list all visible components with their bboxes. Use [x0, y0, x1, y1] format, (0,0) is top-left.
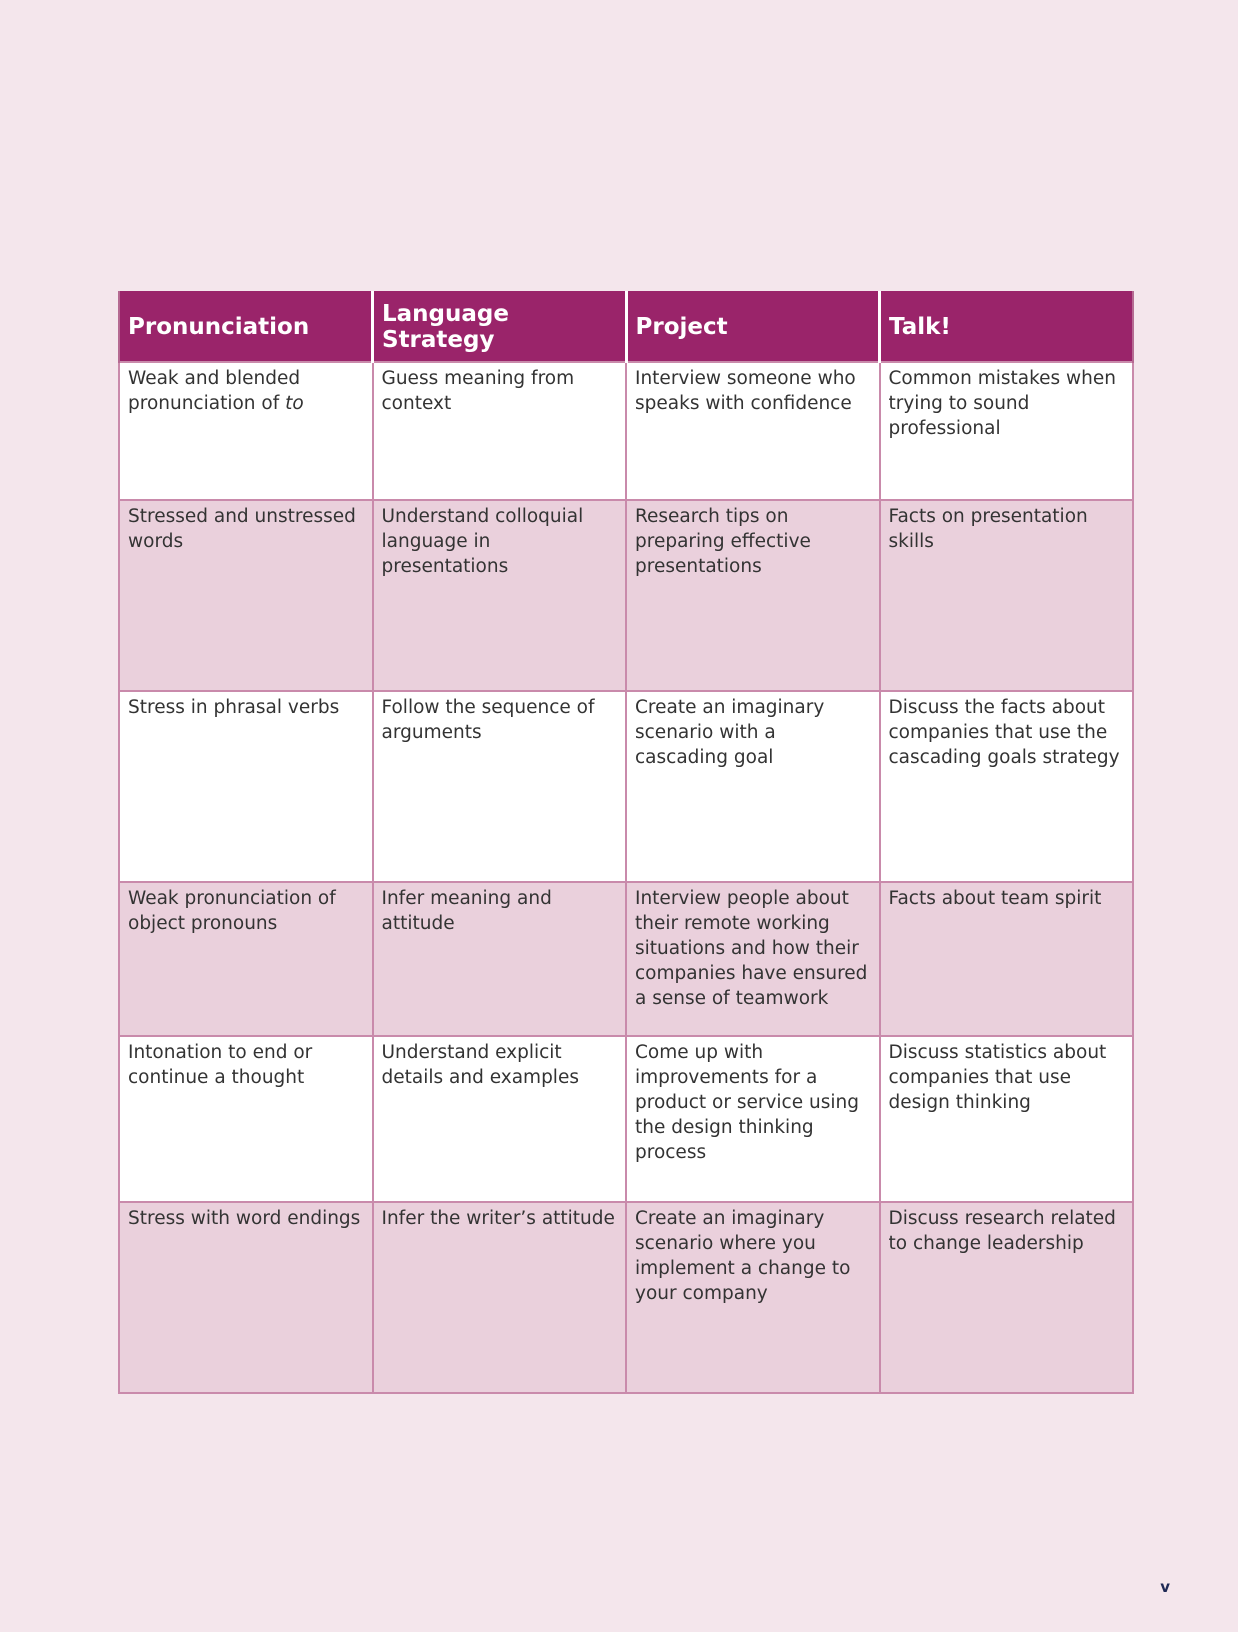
table-cell: Stress with word endings — [119, 1202, 373, 1393]
table-cell: Stressed and unstressed words — [119, 500, 373, 691]
table-cell: Research tips on preparing effective presentations — [626, 500, 880, 691]
table-cell: Understand explicit details and examples — [373, 1036, 627, 1202]
table-row — [119, 691, 1133, 882]
table-cell: Intonation to end or continue a thought — [119, 1036, 373, 1202]
table-cell: Discuss the facts about companies that use the cascading goals strategy — [880, 691, 1134, 882]
table-cell: Guess meaning from context — [373, 362, 627, 500]
header-row — [119, 291, 1133, 362]
table-cell: Common mistakes when trying to sound professional — [880, 362, 1134, 500]
table-cell: Infer the writer’s attitude — [373, 1202, 627, 1393]
table-row — [119, 1202, 1133, 1393]
header-project: Project — [626, 291, 880, 362]
table-cell: Follow the sequence of arguments — [373, 691, 627, 882]
table-row — [119, 500, 1133, 691]
table-cell: Interview people about their remote working situations and how their companies have ensured a sense of teamwork — [626, 882, 880, 1036]
header-talk: Talk! — [880, 291, 1134, 362]
table-cell: Discuss research related to change leadership — [880, 1202, 1134, 1393]
table-row — [119, 882, 1133, 1036]
table-cell: Facts about team spirit — [880, 882, 1134, 1036]
table-cell: Weak pronunciation of object pronouns — [119, 882, 373, 1036]
cell-text-italic: to — [285, 393, 304, 414]
header-pronunciation: Pronunciation — [119, 291, 373, 362]
table-cell: Create an imaginary scenario with a cascading goal — [626, 691, 880, 882]
table-cell: Facts on presentation skills — [880, 500, 1134, 691]
syllabus-table — [118, 291, 1134, 1394]
table-row — [119, 362, 1133, 500]
table-cell — [119, 362, 373, 500]
table-row — [119, 1036, 1133, 1202]
table-cell: Infer meaning and attitude — [373, 882, 627, 1036]
table-cell: Stress in phrasal verbs — [119, 691, 373, 882]
cell-text: Weak and blended pronunciation of — [128, 368, 301, 414]
table-cell: Understand colloquial language in presentations — [373, 500, 627, 691]
header-language-strategy: Language Strategy — [373, 291, 627, 362]
table-cell: Discuss statistics about companies that use design thinking — [880, 1036, 1134, 1202]
page-number: v — [1160, 1578, 1170, 1596]
table-cell: Create an imaginary scenario where you implement a change to your company — [626, 1202, 880, 1393]
table-cell: Interview someone who speaks with confidence — [626, 362, 880, 500]
table-cell: Come up with improvements for a product or service using the design thinking process — [626, 1036, 880, 1202]
